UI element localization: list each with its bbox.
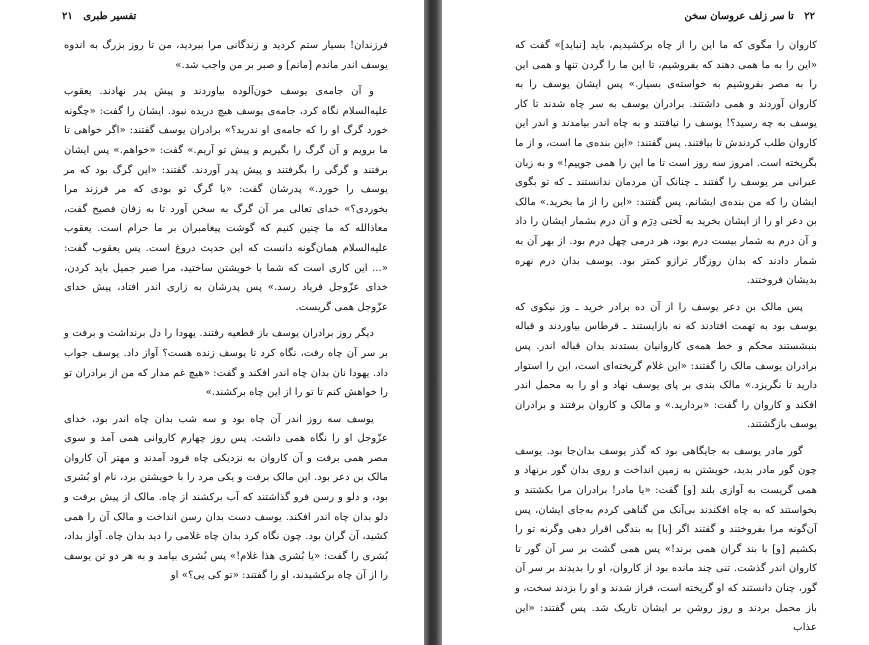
page-number: ۲۲ (804, 11, 815, 22)
paragraph: یوسف سه روز اندر آن چاه بود و سه شب بدان چاه اندر بود، خدای عزّوجل او را نگاه همی داشت. پس روز چهارم کاروانی همی آمد و سوی مصر همی برفت و آن کاروان به نزدیکی چاه فرود آمدند و مهتر آن کاروان مالک بن دعر بود. این مالک برفت و یکی مرد را با خویشتن برد، نام او بُشری بود، و دلو و رسن فرو گذاشتند که آب برکشند از چاه. مالک از پیش برفت و دلو بدان چاه اندر افکند. یوسف دست بدان رسن انداخت و مالک آن را همی کشید، آن گران بود. چون نگاه کرد بدان چاه غلامی را دید بدان چاه. آواز بداد، بُشری را گفت: «یا بُشری هذا غلام!» پس بُشری بیامد و به هر دو تن یوسف را از آن چاه برکشیدند، او را گفتند: «تو کی‌ یی؟» او (64, 413, 388, 582)
right-book-page (442, 0, 869, 645)
page-body (64, 36, 388, 586)
paragraph: و آن جامه‌ی یوسف خون‌آلوده بیاوردند و پیش پدر نهادند. یعقوب علیه‌السلام نگاه کرد، جامه‌ی یوسف هیچ دریده نبود. ایشان را گفت: «چگونه خورد گرگ او را که جامه‌ی او ندرید؟» برادران یوسف گفتند: «اگر خواهی تا ما برویم و آن گرگ را بگیریم و پیش تو آریم.» گفت: «خواهم.» پس ایشان برفتند و گرگی را بگرفتند و پیش پدر آوردند. گفتند: «این گرگ بود که مر یوسف را خورد.» پدرشان گفت: «یا گرگ تو بودی که مر فرزند مرا بخوردی؟» خدای تعالی مر آن گرگ به سخن آورد تا به زفان فصیح گفت، معاذالله که ما چنین کنیم که گوشت پیغامبران بر ما حرام است. یعقوب علیه‌السلام همان‌گونه دانست که این حدیث دروغ است. پس یعقوب گفت: «... این کاری است که شما با خویشتن ساختید، مرا صبر جمیل باید کردن، خدای عزّوجل فریاد رسد.» پس پدرشان به زاری اندر افتاد، پیش خدای عزّوجل همی گریست. (64, 86, 388, 313)
page-header (684, 11, 815, 22)
page-body (515, 36, 817, 638)
paragraph: دیگر روز برادران یوسف باز قطعیه رفتند. یهودا را دل برنداشت و برفت و بر سر آن چاه رفت، نگاه کرد تا یوسف زنده هست؟ آواز داد. یوسف جواب داد. یهودا نان بدان چاه اندر افکند و گفت: «هیچ غم مدار که من از برادران تو را خواهش کنم تا تو را از این چاه برکشند.» (64, 328, 388, 399)
paragraph: گور مادر یوسف به جایگاهی بود که گذر یوسف بدان‌جا بود. یوسف چون گور مادر بدید، خویشتن به زمین انداخت و روی بدان گور برنهاد و همی گریست به آوازی بلند [و] گفت: «یا مادر! برادران مرا بکشتند و بخواستند که به چاه افکندند بی‌آنک من گناهی کردم به‌جای ایشان، پس آن‌گونه مرا بفروختند و گفتند اگر [با] به بندگی اقرار دهی وگرنه تو را بکشیم [و] با بند گران همی برند!» پس همی گشت بر سر آن گور تا کاروان اندر گذشت. تنی چند مانده بود از کاروان، او را بدیدند بر سر آن گور، چنان دانستند که او گریخته است، فراز شدند و او را بزدند سخت، و باز محمل بردند و روز روشن بر ایشان تاریک شد. پس گفتند: «این عذاب (515, 445, 817, 634)
page-number: ۲۱ (62, 11, 73, 22)
left-book-page (0, 0, 424, 645)
book-title: تفسیر طبری (83, 11, 137, 22)
book-spine-gutter (424, 0, 442, 645)
book-title: تا سر زلف عروسان سخن (684, 11, 794, 22)
page-header (62, 11, 136, 22)
paragraph: فرزندان! بسیار ستم کردید و زندگانی مرا ببردید، من تا روز بزرگ به اندوه یوسف اندر ماندم [مانم] و صبر بر من واجب شد.» (64, 40, 388, 71)
paragraph: کاروان را مگوی که ما این را از چاه برکشیدیم، باید [نباید]» گفت که «این را به ما همی دهند که بفروشیم، تا این ما را گردن تنها و همی این را به مصر بفروشیم به خواسته‌ی بسیار.» پس ایشان یوسف را به کاروان آوردند و همی داشتند. برادران یوسف به سر چاه شدند تا کار یوسف به چه رسید؟! یوسف را نیافتند و به چاه اندر بیامدند و اندر این کاروان طلب کردندش تا بیافتند. پس گفتند: «این بنده‌ی ما است، و از ما بگریخته است. امروز سه روز است تا ما این را همی جوییم!» و به زبان عبرانی مر یوسف را گفتند ـ چنانک آن مردمان ندانستند ـ که تو بگوی ایشان را که من بنده‌ی ایشانم. پس گفتند: «این را از ما بخرید.» مالک بن دعر او را از ایشان بخرید به لَختی دِرَم و آن درم بشمار ایشان را داد و آن درم به شمار بیست درم بود، هر درمی چهل درم بود. از بهر آن به شمار دادند که بدان روزگار ترازو کمتر بود. یوسف بدان درم نهره بدیشان فروختند. (515, 40, 817, 287)
paragraph: پس مالک بن دعر یوسف را از آن ده برادر خرید ـ وز نیکوی که یوسف بود به تهمت افتادند که نه بازایستند ـ قرطاس بیاوردند و قباله بنبشستند محکم و خط همه‌ی کاروانیان بستدند بدان قباله اندر. پس برادران یوسف مالک را گفتند: «این غلام گریخته‌ای است، این را استوار دارید تا نگریزد.» مالک بندی بر پای یوسف نهاد و او را به محمل اندر افکند و کاروان را گفت: «بردارید.» و مالک و کاروان برفتند و برادران یوسف بازگشتند. (515, 301, 817, 431)
